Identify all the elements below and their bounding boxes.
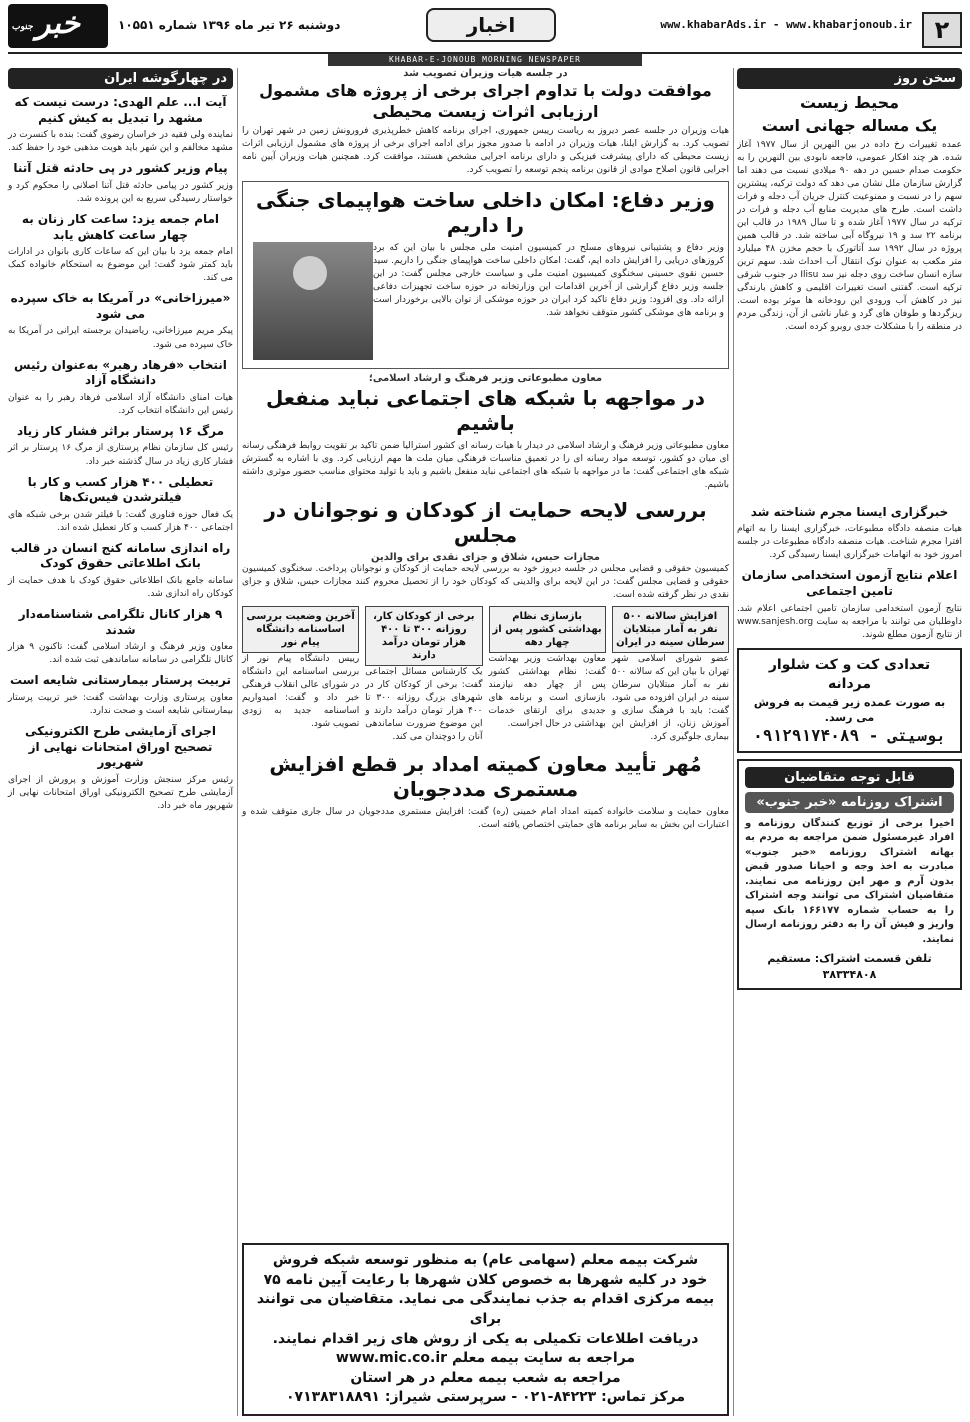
article-body: وزیر دفاع و پشتیبانی نیروهای مسلح در کمیسیون امنیت ملی مجلس با بیان این که برد کروزهای دریایی را افزایش داده ایم، گفت: امکان داخلی ساخت هواپیمای جنگی را داریم. سید حسین نقوی حسینی سخنگوی کمیسیون امنیت ملی و سیاست خارجی مجلس گفت: در این جلسه وزیر دفاع گزارشی از آخرین اقدامات این وزارتخانه در حوزه ساخت تجهیزات دفاعی ارائه داد. وی افزود: وزیر دفاع تاکید کرد ایران در حوزه موشکی از توان بالایی برخوردار است و برنامه های موشکی کشور متوقف نخواهد شد.: [373, 242, 724, 319]
classified-ad: [737, 648, 962, 753]
ad-line: دریافت اطلاعات تکمیلی به یکی از روش های زیر اقدام نمایند.: [272, 1330, 699, 1347]
news-body: هیات امنای دانشگاه آزاد اسلامی فرهاد رهبر را به عنوان رئیس این دانشگاه انتخاب کرد.: [8, 392, 233, 416]
news-title: انتخاب «فرهاد رهبر» به‌عنوان رئیس دانشگاه آزاد: [14, 357, 227, 388]
news-body: هیات منصفه دادگاه مطبوعات، خبرگزاری ایسنا را به اتهام افترا مجرم شناخت. هیات منصفه دادگاه مطبوعات در جلسه امروز خود به اتهامات خبرگزاری ایسنا رسیدگی کرد.: [737, 524, 962, 561]
box-title: آخرین وضعیت بررسی اساسنامه دانشگاه پیام نور: [242, 606, 359, 653]
english-banner: KHABAR-E-JONOUB MORNING NEWSPAPER: [328, 54, 642, 66]
news-title: مرگ ۱۶ پرستار براثر فشار کار زیاد: [17, 423, 224, 438]
left-column: [8, 68, 233, 1416]
notice-body: اخیرا برخی از توزیع کنندگان روزنامه و افراد غیرمسئول ضمن مراجعه به مردم به بهانه اشتراک روزنامه «خبر جنوب» مبادرت به اخذ وجه و احیانا صدور قبض بدون آرم و مهر این روزنامه می نمایند. متقاضیان اشتراک می توانند وجه اشتراک را به حساب شماره ۱۶۶۱۷۷ بانک سپه واریز و فیش آن را به دفتر روزنامه ارسال نمایند.: [745, 817, 954, 945]
box-body: عضو شورای اسلامی شهر تهران با بیان این که سالانه ۵۰۰ نفر به آمار مبتلایان سرطان سینه در ایران افزوده می شود، گفت: باید با فرهنگ سازی و آموزش زنان، از افزایش این بیماری جلوگیری کرد.: [611, 654, 729, 743]
news-title: اعلام نتایج آزمون استخدامی سازمان تامین اجتماعی: [741, 568, 958, 598]
ad-phone: ۰۹۱۲۹۱۷۴۰۸۹ - بوسیتی: [753, 725, 946, 745]
news-box: [242, 606, 359, 744]
news-body: یک فعال حوزه فناوری گفت: با فیلتر شدن برخی شبکه های اجتماعی ۴۰۰ هزار کسب و کار تعطیل شده اند.: [8, 509, 233, 533]
article-body: هیات وزیران در جلسه عصر دیروز به ریاست رییس جمهوری، اجرای برنامه کاهش خطرپذیری فرورونش زمین در شهر تهران را تصویب کرد. به گزارش ایلنا، هیات وزیران در ادامه با صدور مجوز برای ادامه اجرای برخی از پروژه های مشمول ارزیابی اثرات زیست محیطی که دارای پیشرفت فیزیکی و دارای برنامه اجرایی مشخص هستند، موافقت کرد. همچنین هیات وزیران آیین نامه اجرایی قانون اصلاح موادی از قانون برنامه پنجم توسعه را تصویب کرد.: [242, 125, 729, 175]
subscription-notice: [737, 759, 962, 990]
news-body: پیکر مریم میرزاخانی، ریاضیدان برجسته ایرانی در آمریکا به خاک سپرده می شود.: [8, 326, 233, 350]
logo-text: خبر: [35, 6, 81, 41]
section-title: اخبار: [426, 8, 556, 42]
news-body: نماینده ولی فقیه در خراسان رضوی گفت: بنده با کنسرت در مشهد مخالفم و این شهر باید هویت مذهبی خود را حفظ کند.: [8, 130, 233, 154]
notice-phone: تلفن قسمت اشتراک: مستقیم ۳۸۳۳۴۸۰۸: [767, 952, 932, 981]
ad-line: به صورت عمده زیر قیمت به فروش می رسد.: [753, 695, 946, 725]
left-news-list: [8, 95, 233, 813]
news-body: رئیس کل سازمان نظام پرستاری از مرگ ۱۶ پرستار بر اثر فشار کاری زیاد در سال گذشته خبر داد.: [8, 443, 233, 467]
editorial-subtitle: یک مساله جهانی است: [761, 115, 938, 135]
headline: وزیر دفاع: امکان داخلی ساخت هواپیمای جنگی را داریم: [256, 187, 715, 237]
headline: در مواجهه با شبکه های اجتماعی نباید منفعل باشیم: [266, 385, 705, 435]
list-item: [8, 291, 233, 351]
news-body: معاون پرستاری وزارت بهداشت گفت: خبر تربیت پرستار بیمارستانی شایعه است و صحت ندارد.: [8, 692, 233, 717]
news-body: امام جمعه یزد با بیان این که ساعات کاری بانوان در ادارات باید کمتر شود گفت: این موضوع به استحکام خانواده کمک می کند.: [8, 247, 233, 284]
right-column: [737, 68, 962, 1416]
editorial-body: عمده تغییرات رخ داده در بین النهرین از سال ۱۹۷۷ آغاز شده. هر چند افکار عمومی، فاجعه نابودی بین النهرین را به حکومت صدام حسین در دهه ۹۰ میلادی نسبت می دهند اما گزارش سازمان ملل نشان می دهد که دولت ترکیه، پیشترین سهم را در نسبت و ممنوعیت کنترل جریان آب دجله و فرات داشت است. طرح های مدیریت منابع آب دجله و فرات در ترکیه در سال ۱۹۷۷ آغاز شده و تا سال ۱۹۸۹ در قالب این برنامه ۲۲ سد و ۱۹ نیروگاه آبی ساخته شد. در قالب همین پروژه در سال ۱۹۹۲ سد آتاتورک با حجم مخزن ۴۸ میلیارد متر مکعب به عنوان نوک انتقال آب احداث شد. سهم ترین سازه انسان ساخت روی دجله نیز سد Ilisu در جنوب شرقی ترکیه است. گفتنی است تغییرات اقلیمی و کاهش بارندگی نیز در کاهش آب ورودی این رودخانه ها موثر بوده است. ریزگردها و طوفان های گرد و غبار ناشی از آن، زندگی مردم در منطقه را با مشکلات جدی روبرو کرده است.: [737, 139, 962, 333]
news-title: خبرگزاری ایسنا مجرم شناخته شد: [750, 504, 949, 519]
news-box: [612, 606, 729, 744]
dateline: دوشنبه ۲۶ تیر ماه ۱۳۹۶ شماره ۱۰۵۵۱: [118, 18, 341, 32]
column-header: در چهارگوشه ایران: [8, 68, 233, 89]
news-body: معاون وزیر فرهنگ و ارشاد اسلامی گفت: تاکنون ۹ هزار کانال تلگرامی در سامانه ساماندهی ثبت شده اند.: [8, 642, 233, 666]
list-item: [8, 724, 233, 813]
news-body: نتایج آزمون استخدامی سازمان تامین اجتماعی اعلام شد. داوطلبان می توانند با مراجعه به سایت www.sanjesh.org از نتایج آزمون مطلع شوند.: [737, 603, 962, 640]
list-item: [8, 212, 233, 285]
news-title: امام جمعه یزد: ساعت کار زنان به چهار ساعت کاهش یابد: [21, 211, 220, 242]
news-title: «میرزاخانی» در آمریکا به خاک سپرده می شود: [10, 291, 231, 321]
minister-photo: [253, 242, 373, 360]
list-item: [8, 161, 233, 206]
headline: موافقت دولت با تداوم اجرای برخی از پروژه های مشمول ارزیابی اثرات زیست محیطی: [259, 81, 712, 121]
news-body: رئیس مرکز سنجش وزارت آموزش و پرورش از اجرای آزمایشی طرح تصحیح الکترونیکی اوراق امتحانات نهایی از شهریور ماه خبر داد.: [8, 774, 233, 811]
list-item: [8, 475, 233, 535]
list-item: [8, 95, 233, 155]
notice-head: قابل توجه متقاضیان: [745, 767, 954, 788]
notice-sub: اشتراک روزنامه «خبر جنوب»: [745, 792, 954, 813]
news-boxes: [242, 606, 729, 744]
page-number: ۲: [922, 12, 962, 48]
ad-line: خود در کلیه شهرها به خصوص کلان شهرها با رعایت آیین نامه ۷۵: [263, 1271, 708, 1288]
list-item: [8, 358, 233, 418]
news-title: تعطیلی ۴۰۰ هزار کسب و کار با فیلترشدن فیس‌تک‌ها: [27, 474, 214, 505]
news-title: آیت ا... علم الهدی: درست نیست که مشهد را تبدیل به کیش کنیم: [14, 95, 227, 125]
ad-line: شرکت بیمه معلم (سهامی عام) به منظور توسعه شبکه فروش: [272, 1252, 699, 1269]
news-title: ۹ هزار کانال تلگرامی شناسنامه‌دار شدند: [18, 607, 223, 637]
news-box: [489, 606, 606, 744]
list-item: [8, 607, 233, 667]
defense-article: [242, 181, 729, 369]
box-body: یک کارشناس مسائل اجتماعی گفت: برخی از کودکان کار در شهرهای بزرگ روزانه ۳۰۰ تا ۴۰۰ هزار تومان درآمد دارند و این موضوع ضرورت ساماندهی آنان را دوچندان می کند.: [365, 667, 483, 743]
news-body: سامانه جامع بانک اطلاعاتی حقوق کودک با هدف حمایت از کودکان راه اندازی شد.: [8, 576, 233, 600]
ad-line: مراجعه به شعب بیمه معلم در هر استان: [350, 1369, 621, 1386]
masthead: [8, 4, 962, 54]
article-body: کمیسیون حقوقی و قضایی مجلس در جلسه دیروز خود به بررسی لایحه حمایت از کودکان و نوجوانان پرداخت. سخنگوی کمیسیون حقوقی و قضایی مجلس گفت: در این لایحه برای والدینی که کودکان خود را از تحصیل محروم کنند مجازات حبس، شلاق و جزای نقدی در نظر گرفته شده است.: [242, 563, 729, 601]
site-url[interactable]: www.khabarAds.ir - www.khabarjonoub.ir: [660, 18, 912, 31]
news-title: پیام وزیر کشور در پی حادثه قتل آتنا: [13, 161, 228, 176]
box-title: بازسازی نظام بهداشتی کشور پس از چهار دهه: [489, 606, 606, 653]
kicker: در جلسه هیات وزیران تصویب شد: [403, 68, 568, 79]
article-body: معاون مطبوعاتی وزیر فرهنگ و ارشاد اسلامی در دیدار با هیات رسانه ای کشور استرالیا ضمن تاکید بر تقویت روابط فرهنگی رسانه ای میان دو کشور، توسعه مواد رسانه ای را در تعمیق مناسبات فرهنگی میان ملت ها مهم ارزیابی کرد. وی با اشاره به گسترش شبکه های اجتماعی گفت: ما در مواجهه با شبکه های اجتماعی نباید منفعل باشیم و باید با تولید محتوای مناسب حضور موثری داشته باشیم.: [242, 440, 729, 490]
box-title: افزایش سالانه ۵۰۰ نفر به آمار مبتلایان سرطان سینه در ایران: [612, 606, 729, 653]
kicker: مجازات حبس، شلاق و جزای نقدی برای والدین: [371, 551, 600, 563]
news-title: اجرای آزمایشی طرح الکترونیکی تصحیح اوراق امتحانات نهایی از شهریور: [24, 724, 217, 770]
list-item: [8, 541, 233, 601]
headline: مُهر تأیید معاون کمیته امداد بر قطع افزایش مستمری مددجویان: [269, 752, 702, 802]
column-header: سخن روز: [737, 68, 962, 89]
ad-website[interactable]: مراجعه به سایت بیمه معلم www.mic.co.ir: [335, 1350, 636, 1367]
logo-sub: جنوب: [12, 22, 34, 32]
middle-column: [242, 68, 729, 1416]
list-item: [8, 424, 233, 469]
box-body: رییس دانشگاه پیام نور از بررسی اساسنامه این دانشگاه در شورای عالی انقلاب فرهنگی خبر داد و گفت: امیدواریم اساسنامه جدید به زودی تصویب شود.: [242, 654, 360, 730]
news-body: وزیر کشور در پیامی حادثه قتل آتنا اصلانی را محکوم کرد و خواستار رسیدگی سریع به این پرونده شد.: [8, 180, 233, 204]
insurance-ad: [242, 1243, 729, 1416]
box-body: معاون بهداشت وزیر بهداشت گفت: نظام بهداشتی کشور پس از چهار دهه نیازمند بازسازی است و برنامه های جدیدی برای ارتقای خدمات بهداشتی در حال اجراست.: [488, 654, 606, 730]
ad-line: تعدادی کت و کت شلوار مردانه: [768, 656, 931, 693]
news-box: [365, 606, 482, 744]
list-item: [8, 673, 233, 718]
ad-contact: مرکز تماس: ۸۴۲۲۳-۰۲۱ - سرپرستی شیراز: ۰۷۱۳۸۳۱۸۸۹۱: [285, 1389, 686, 1406]
newspaper-logo: [8, 4, 108, 48]
article-body: معاون حمایت و سلامت خانواده کمیته امداد امام خمینی (ره) گفت: افزایش مستمری مددجویان در سال جاری متوقف شده و اعتبارات این بخش به سایر برنامه های حمایتی اختصاص یافته است.: [242, 807, 729, 831]
ad-line: بیمه مرکزی اقدام به جذب نمایندگی می نماید. متقاضیان می توانند برای: [256, 1291, 715, 1328]
headline: بررسی لایحه حمایت از کودکان و نوجوانان در مجلس: [264, 497, 707, 547]
news-title: تربیت پرستار بیمارستانی شایعه است: [9, 673, 232, 688]
kicker: معاون مطبوعاتی وزیر فرهنگ و ارشاد اسلامی؛: [368, 372, 603, 384]
news-title: راه اندازی سامانه کنج انسان در قالب بانک اطلاعاتی حقوق کودک: [10, 540, 231, 571]
editorial-title: محیط زیست: [799, 93, 900, 112]
box-title: برخی از کودکان کار، روزانه ۳۰۰ تا ۴۰۰ هزار تومان درآمد دارند: [365, 606, 482, 666]
